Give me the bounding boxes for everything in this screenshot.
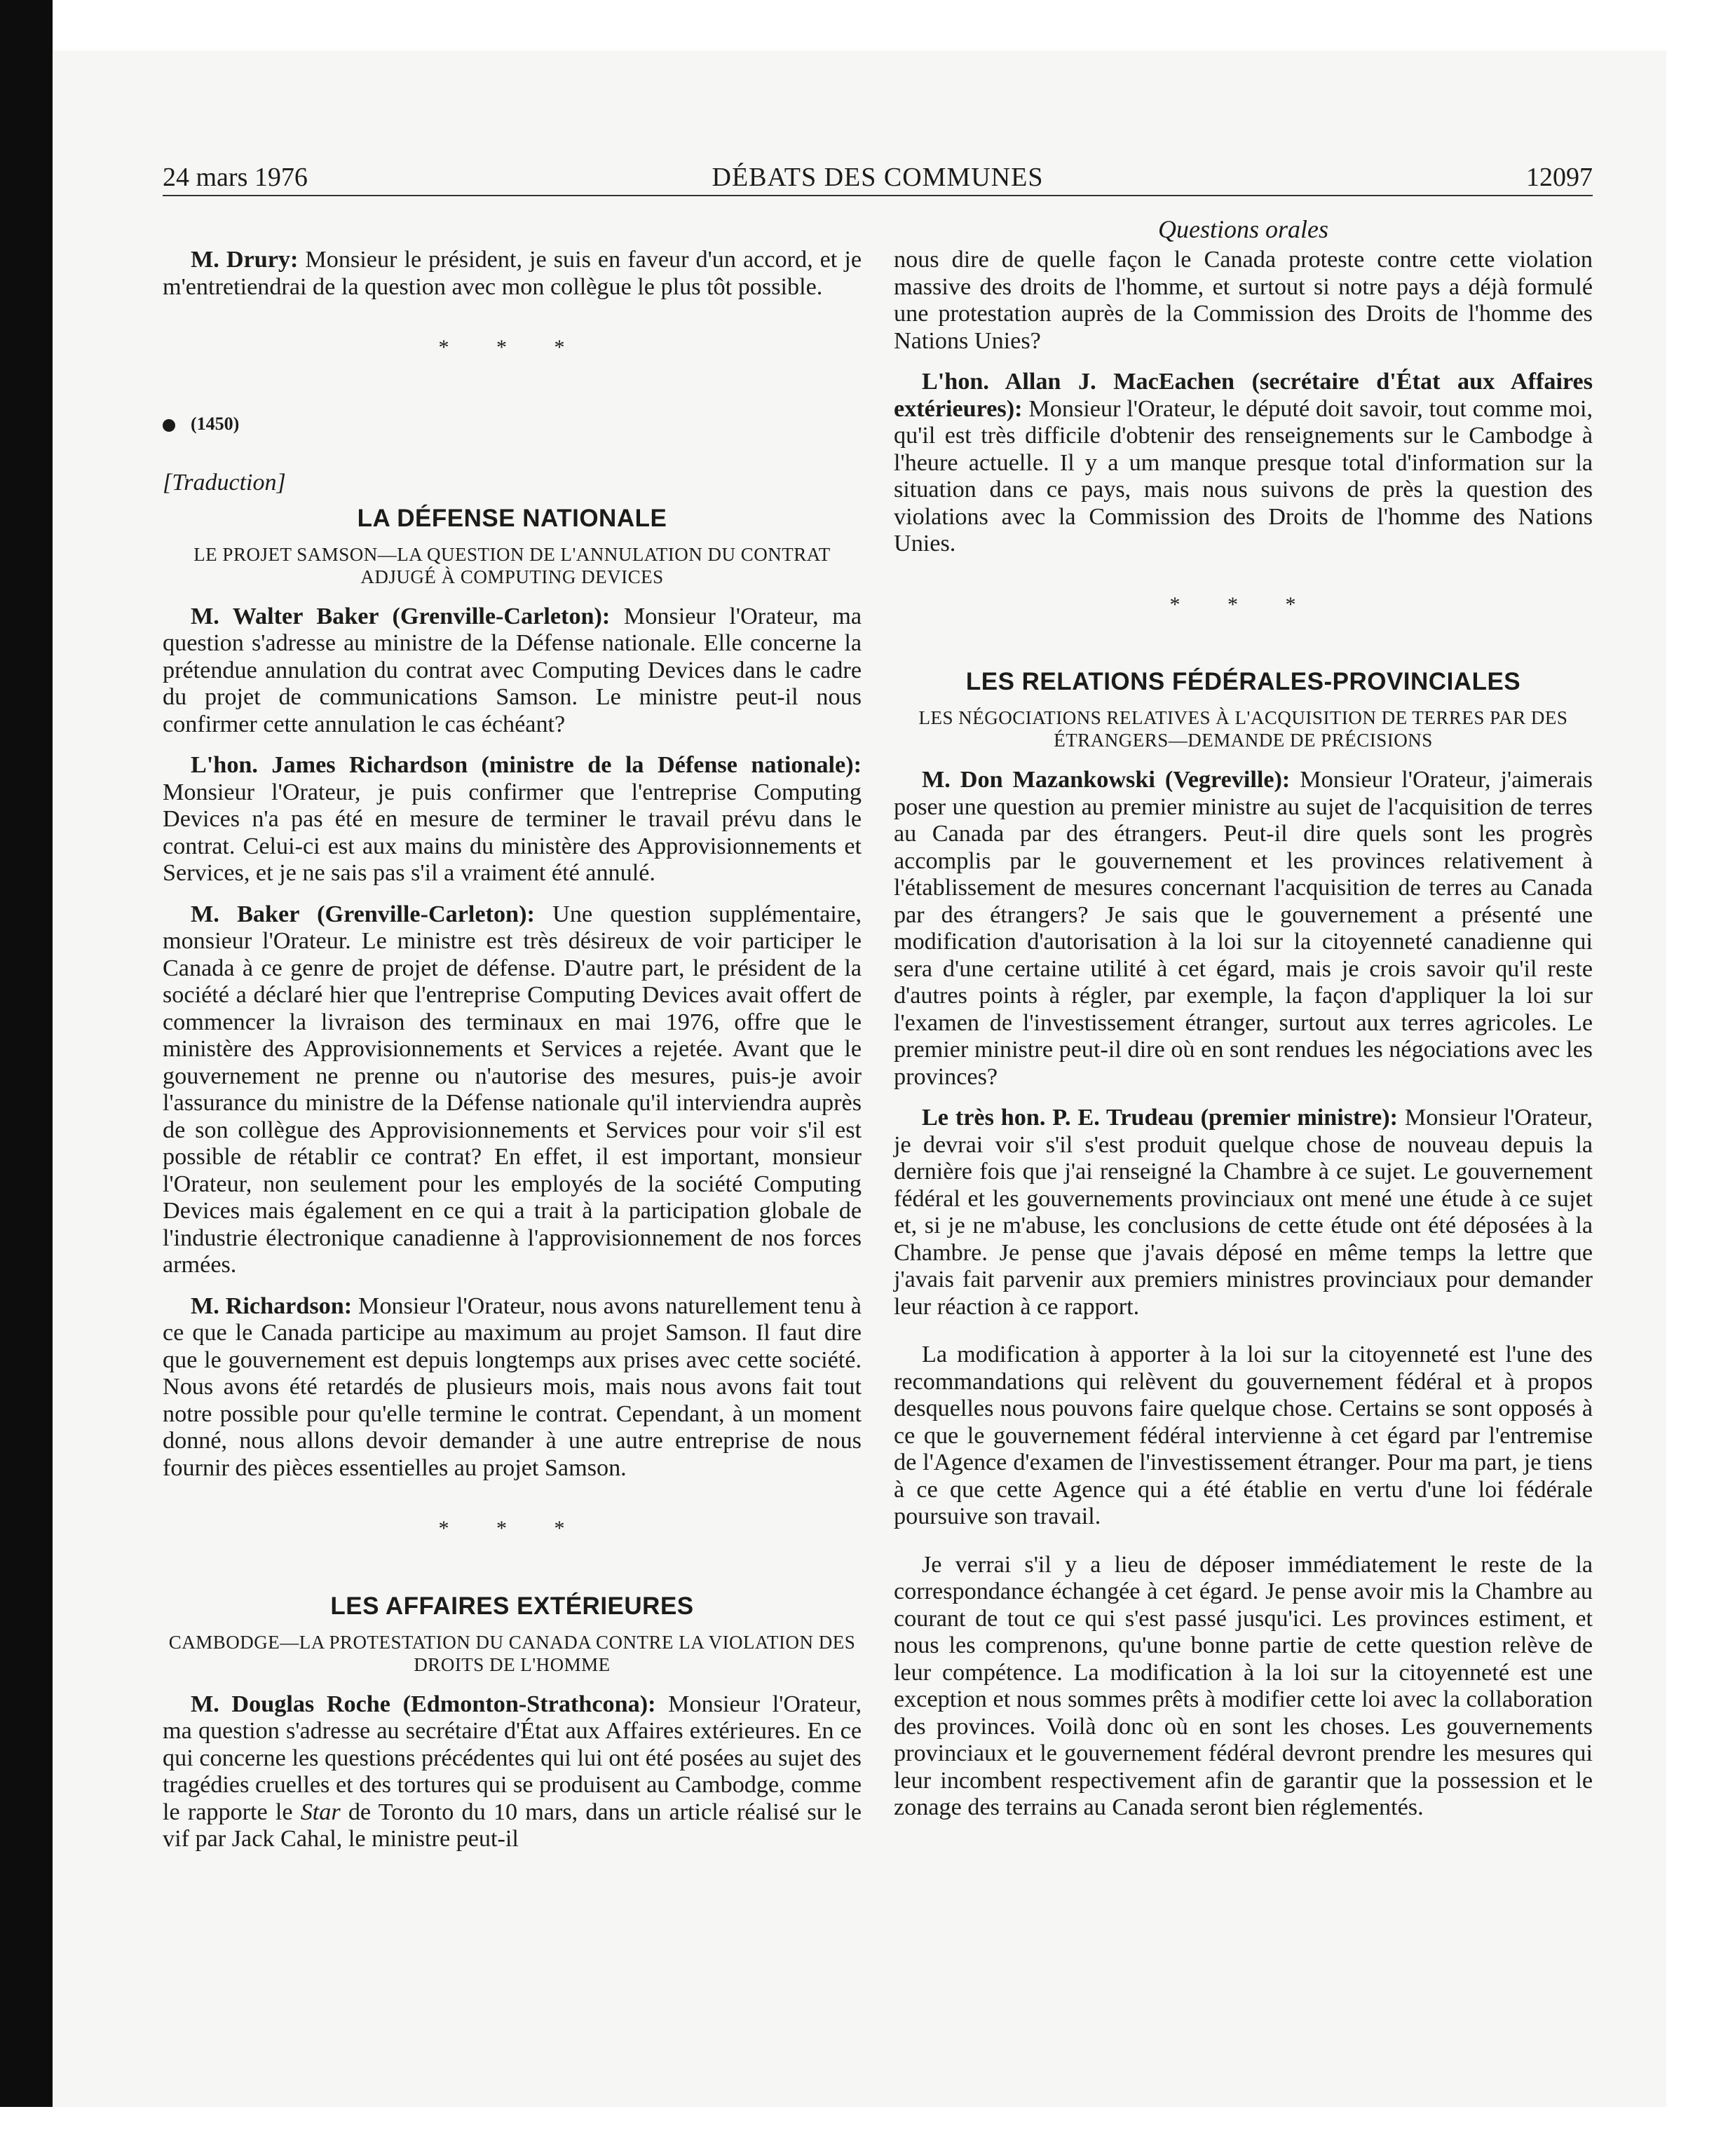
paragraph-richardson-1 — [163, 752, 862, 887]
time-stamp: (1450) — [191, 413, 240, 434]
section-separator: * * * — [1169, 592, 1317, 616]
section-label: Questions orales — [1158, 215, 1328, 243]
speech-text: Monsieur l'Orateur, nous avons naturellement tenu à ce que le Canada participe au maximum au projet Samson. Il faut dire que le gouvernement est depuis longtemps aux prises avec cette société. Nous avons été retardés de plusieurs mois, mais nous avons fait tout notre possible pour qu'elle termine le contrat. Cependant, à un moment donné, nous allons devoir demander à une autre entreprise de nous fournir des pièces essentielles au projet Samson. — [163, 1292, 862, 1481]
speech-text: Monsieur l'Orateur, ma question s'adresse au secrétaire d'État aux Affaires extérieures. En ce qui concerne les questions précédentes qui lui ont été posées au sujet des tragédies cruelles et des tortures qui se produisent au Cambodge, comme le rapporte le — [163, 1691, 862, 1825]
paragraph-trudeau-2: La modification à apporter à la loi sur la citoyenneté est l'une des recommandations qui relèvent du gouvernement fédéral et à propos desquelles nous pouvons faire quelque chose. Certains se sont opposés à ce que le gouvernement fédéral intervienne à cet égard par l'entremise de l'Agence d'examen de l'investissement étranger. Pour ma part, je tiens à ce que cette Agence qui a été établie en vertu d'une loi fédérale poursuive son travail. — [894, 1342, 1593, 1529]
speech-text: Une question supplémentaire, monsieur l'Orateur. Le ministre est très désireux de voir participer le Canada à ce genre de projet de défense. D'autre part, le président de la société a déclaré hier que l'entreprise Computing Devices avait offert de commencer la livraison des terminaux en mai 1976, offre que le ministère des Approvisionnements et Services a rejetée. Avant que le gouvernement ne prenne ou n'autorise des mesures, puis-je avoir l'assurance du ministre de la Défense nationale qu'il interviendra auprès de son collègue des Approvisionnements et Services pour voir s'il est possible de rétablir ce contrat? En effet, il est important, monsieur l'Orateur, non seulement pour les employés de la société Computing Devices mais également en ce qui a trait à la participation globale de l'industrie électronique canadienne à l'approvisionnement de nos forces armées. — [163, 901, 862, 1278]
speaker-name: Le très hon. P. E. Trudeau (premier ministre): — [922, 1105, 1398, 1131]
paragraph-mazankowski — [894, 767, 1593, 1091]
scan-margin-right — [1666, 0, 1735, 2156]
paragraph-gap — [894, 1321, 1593, 1342]
heading-defense: LA DÉFENSE NATIONALE — [357, 504, 667, 532]
heading-federal-provincial: LES RELATIONS FÉDÉRALES-PROVINCIALES — [965, 668, 1521, 695]
subheading-cambodia: CAMBODGE—LA PROTESTATION DU CANADA CONTRE LA VIOLATION DES DROITS DE L'HOMME — [168, 1631, 856, 1675]
speaker-name: M. Douglas Roche (Edmonton-Strathcona): — [191, 1691, 656, 1717]
header-page-number: 12097 — [1526, 163, 1593, 192]
paragraph-roche-continued: nous dire de quelle façon le Canada proteste contre cette violation massive des droits de l'homme, et surtout si notre pays a déjà formulé une protestation auprès de la Commission des Droits de l'homme des Nations Unies? — [894, 247, 1593, 354]
newspaper-title: Star — [300, 1799, 341, 1825]
speech-text: Monsieur l'Orateur, le député doit savoir, tout comme moi, qu'il est très difficile d'obtenir des renseignements sur le Cambodge à l'heure actuelle. Il y a um manque presque total d'information sur la situation dans ce pays, mais nous suivons de près la question des violations avec la Commission des Droits de l'homme des Nations Unies. — [894, 395, 1593, 557]
section-separator: * * * — [438, 1517, 586, 1540]
running-header — [163, 161, 1593, 196]
right-column — [894, 247, 1593, 1822]
time-marker — [163, 411, 862, 438]
section-separator: * * * — [438, 336, 586, 359]
translation-note: [Traduction] — [163, 470, 286, 496]
speaker-name: M. Walter Baker (Grenville-Carleton): — [191, 603, 611, 629]
speech-text: Monsieur l'Orateur, j'aimerais poser une question au premier ministre au sujet de l'acquisition de terres au Canada par des étrangers. Peut-il dire quels sont les progrès accomplis par le gouvernement et les provinces relativement à l'établissement de mesures concernant l'acquisition de terres au Canada par des étrangers? Je sais que le gouvernement a présenté une modification d'autorisation à la loi sur la citoyenneté canadienne qui sera d'une certaine utilité à cet égard, mais je crois savoir qu'il reste d'autres points à régler, par exemple, la façon d'appliquer la loi sur l'examen de l'investissement étranger, surtout aux terres agricoles. Le premier ministre peut-il dire où en sont rendues les négociations avec les provinces? — [894, 767, 1593, 1090]
paragraph-maceachen — [894, 369, 1593, 558]
speech-text: Monsieur l'Orateur, je devrai voir s'il s'est produit quelque chose de nouveau depuis la dernière fois que j'ai renseigné la Chambre à ce sujet. Le gouvernement fédéral et les gouvernements provinciaux ont mené une étude à ce sujet et, si je ne m'abuse, les conclusions de cette étude ont été déposées à la Chambre. Je pense que j'avais déposé en même temps la lettre que j'avais fait parvenir aux premiers ministres provinciaux pour demander leur réaction à ce rapport. — [894, 1105, 1593, 1320]
paragraph-richardson-2 — [163, 1293, 862, 1482]
speech-text: Monsieur l'Orateur, je puis confirmer que l'entreprise Computing Devices n'a pas été en mesure de terminer le travail prévu dans le contrat. Celui-ci est aux mains du ministère des Approvisionnements et Services, et je ne sais pas s'il a vraiment été annulé. — [163, 779, 862, 886]
scan-margin-top — [0, 0, 1735, 50]
speaker-name: L'hon. James Richardson (ministre de la Défense nationale): — [191, 752, 862, 778]
speaker-name: M. Drury: — [191, 247, 299, 273]
paragraph-baker-2 — [163, 901, 862, 1279]
speech-text: Monsieur le président, je suis en faveur d'un accord, et je m'entretiendrai de la question avec mon collègue le plus tôt possible. — [163, 247, 862, 300]
speaker-name: M. Baker (Grenville-Carleton): — [191, 901, 535, 927]
subheading-land-acquisition: LES NÉGOCIATIONS RELATIVES À L'ACQUISITION DE TERRES PAR DES ÉTRANGERS—DEMANDE DE PRÉCISIONS — [918, 707, 1568, 751]
paragraph-drury — [163, 247, 862, 301]
header-title: DÉBATS DES COMMUNES — [712, 163, 1044, 192]
paragraph-trudeau — [894, 1105, 1593, 1321]
subheading-samson: LE PROJET SAMSON—LA QUESTION DE L'ANNULATION DU CONTRAT ADJUGÉ À COMPUTING DEVICES — [193, 543, 831, 587]
paragraph-roche — [163, 1691, 862, 1853]
scan-margin-bottom — [0, 2107, 1735, 2156]
speech-text: de Toronto du 10 mars, dans un article réalisé sur le vif par Jack Cahal, le ministre peut-il — [163, 1799, 862, 1852]
heading-foreign-affairs: LES AFFAIRES EXTÉRIEURES — [330, 1592, 694, 1620]
bullet-dot-icon — [163, 419, 175, 432]
paragraph-trudeau-3: Je verrai s'il y a lieu de déposer immédiatement le reste de la correspondance échangée à cet égard. Je pense avoir mis la Chambre au courant de tout ce qui s'est passé jusqu'ici. Les provinces estiment, et nous les comprenons, qu'une bonne partie de cette question relève de leur compétence. La modification à la loi sur la citoyenneté est une exception et nous sommes prêts à modifier cette loi avec la collaboration des provinces. Voilà donc où en sont les choses. Les gouvernements provinciaux et le gouvernement fédéral devront prendre les mesures qui leur incombent respectivement afin de garantir que la possession et le zonage des terrains au Canada seront bien réglementés. — [894, 1551, 1593, 1820]
header-date: 24 mars 1976 — [163, 163, 308, 192]
speaker-name: L'hon. Allan J. MacEachen (secrétaire d'État aux Affaires extérieures): — [894, 369, 1593, 422]
paragraph-gap — [894, 1531, 1593, 1552]
left-column — [163, 247, 862, 1853]
scan-margin-left — [0, 0, 53, 2156]
speaker-name: M. Don Mazankowski (Vegreville): — [922, 767, 1291, 793]
speaker-name: M. Richardson: — [191, 1292, 353, 1319]
paragraph-baker-1 — [163, 603, 862, 739]
speech-text: Monsieur l'Orateur, ma question s'adresse au ministre de la Défense nationale. Elle concerne la prétendue annulation du contrat avec Computing Devices dans le cadre du projet de communications Samson. Le ministre peut-il nous confirmer cette annulation le cas échéant? — [163, 603, 862, 737]
